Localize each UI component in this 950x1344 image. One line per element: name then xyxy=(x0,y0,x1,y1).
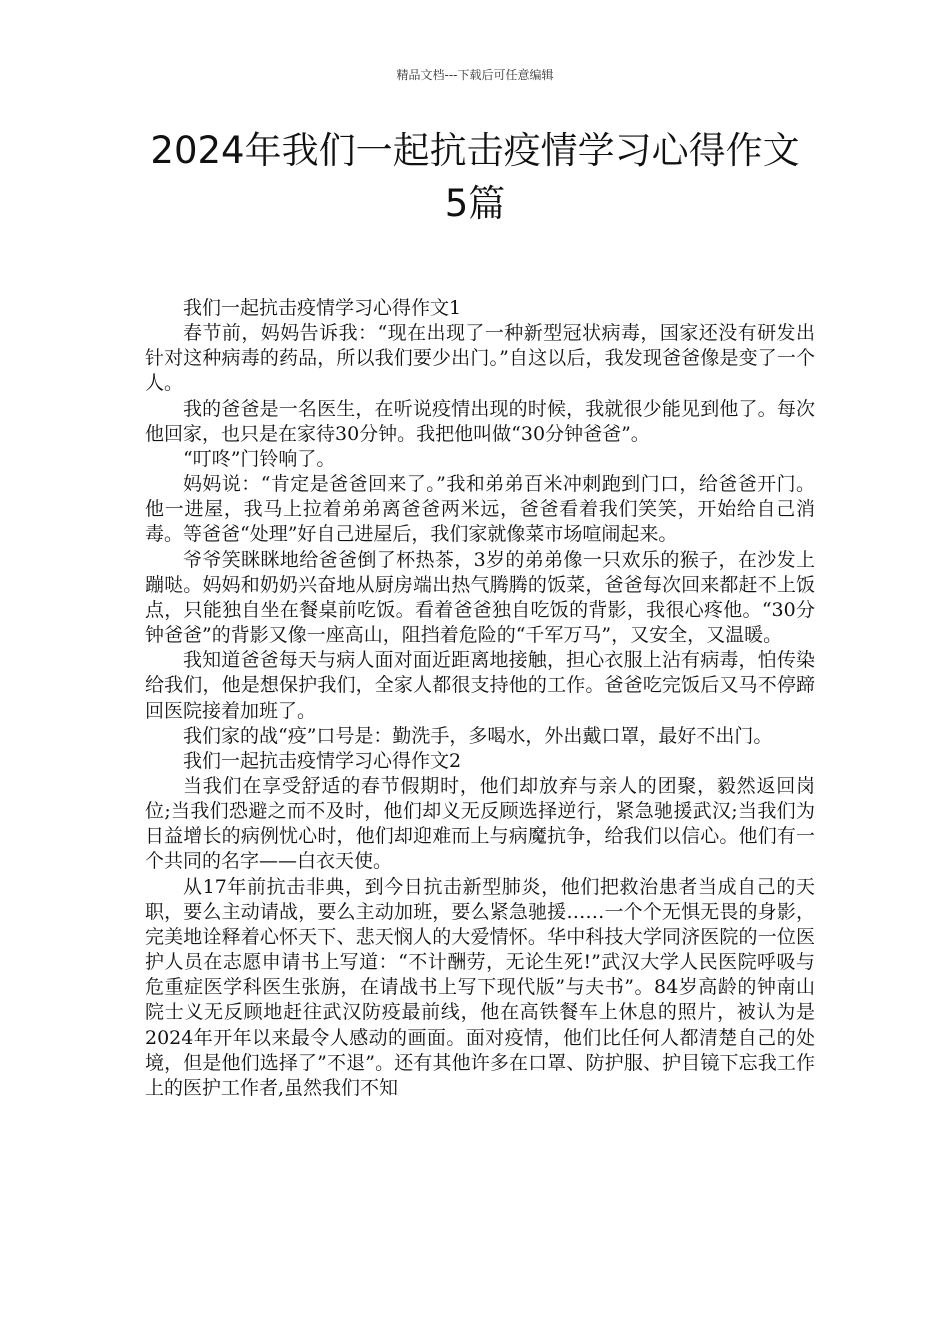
page-header-note: 精品文档---下载后可任意编辑 xyxy=(396,68,554,82)
paragraph: 春节前，妈妈告诉我：“现在出现了一种新型冠状病毒，国家还没有研发出针对这种病毒的药品，所以我们要少出门。”自这以后，我发现爸爸像是变了一个人。 xyxy=(145,322,815,395)
paragraph: “叮咚”门铃响了。 xyxy=(183,447,336,470)
paragraph: 妈妈说：“肯定是爸爸回来了。”我和弟弟百米冲刺跑到门口，给爸爸开门。他一进屋，我马上拉着弟弟离爸爸两米远，爸爸看着我们笑笑，开始给自己消毒。等爸爸“处理”好自己进屋后，我们家就像菜市场喧闹起来。 xyxy=(145,473,815,546)
paragraph: 我的爸爸是一名医生，在听说疫情出现的时候，我就很少能见到他了。每次他回家，也只是在家待30分钟。我把他叫做“30分钟爸爸”。 xyxy=(145,397,815,445)
paragraph: 我知道爸爸每天与病人面对面近距离地接触，担心衣服上沾有病毒，怕传染给我们，他是想保护我们，全家人都很支持他的工作。爸爸吃完饭后又马不停蹄回医院接着加班了。 xyxy=(145,649,815,722)
title-line-2: 5篇 xyxy=(444,182,506,225)
document-title xyxy=(100,124,850,230)
paragraph: 从17年前抗击非典，到今日抗击新型肺炎，他们把救治患者当成自己的天职，要么主动请战，要么主动加班，要么紧急驰援……一个个无惧无畏的身影，完美地诠释着心怀天下、悲天悯人的大爱情怀。华中科技大学同济医院的一位医护人员在志愿申请书上写道：“不计酬劳，无论生死!”武汉大学人民医院呼吸与危重症医学科医生张旃，在请战书上写下现代版”与夫书”。84岁高龄的钟南山院士义无反顾地赶往武汉防疫最前线，他在高铁餐车上休息的照片，被认为是2024年开年以来最令人感动的画面。面对疫情，他们比任何人都清楚自己的处境，但是他们选择了”不退”。还有其他许多在口罩、防护服、护目镜下忘我工作上的医护工作者,虽然我们不知 xyxy=(145,875,815,1099)
paragraph: 当我们在享受舒适的春节假期时，他们却放弃与亲人的团聚，毅然返回岗位;当我们恐避之而不及时，他们却义无反顾选择逆行，紧急驰援武汉;当我们为日益增长的病例忧心时，他们却迎难而上与病魔抗争，给我们以信心。他们有一个共同的名字——白衣天使。 xyxy=(145,774,815,873)
paragraph: 爷爷笑眯眯地给爸爸倒了杯热茶，3岁的弟弟像一只欢乐的猴子，在沙发上蹦哒。妈妈和奶奶兴奋地从厨房端出热气腾腾的饭菜，爸爸每次回来都赶不上饭点，只能独自坐在餐桌前吃饭。看着爸爸独自吃饭的背影，我很心疼他。“30分钟爸爸”的背影又像一座高山，阻挡着危险的“千军万马”，又安全，又温暖。 xyxy=(145,548,815,647)
section-heading-2: 我们一起抗击疫情学习心得作文2 xyxy=(183,749,462,772)
section-heading-1: 我们一起抗击疫情学习心得作文1 xyxy=(183,297,462,319)
document-body xyxy=(145,296,815,1101)
paragraph: 我们家的战“疫”口号是：勤洗手，多喝水，外出戴口罩，最好不出门。 xyxy=(183,724,773,747)
title-line-1: 2024年我们一起抗击疫情学习心得作文 xyxy=(150,129,800,172)
